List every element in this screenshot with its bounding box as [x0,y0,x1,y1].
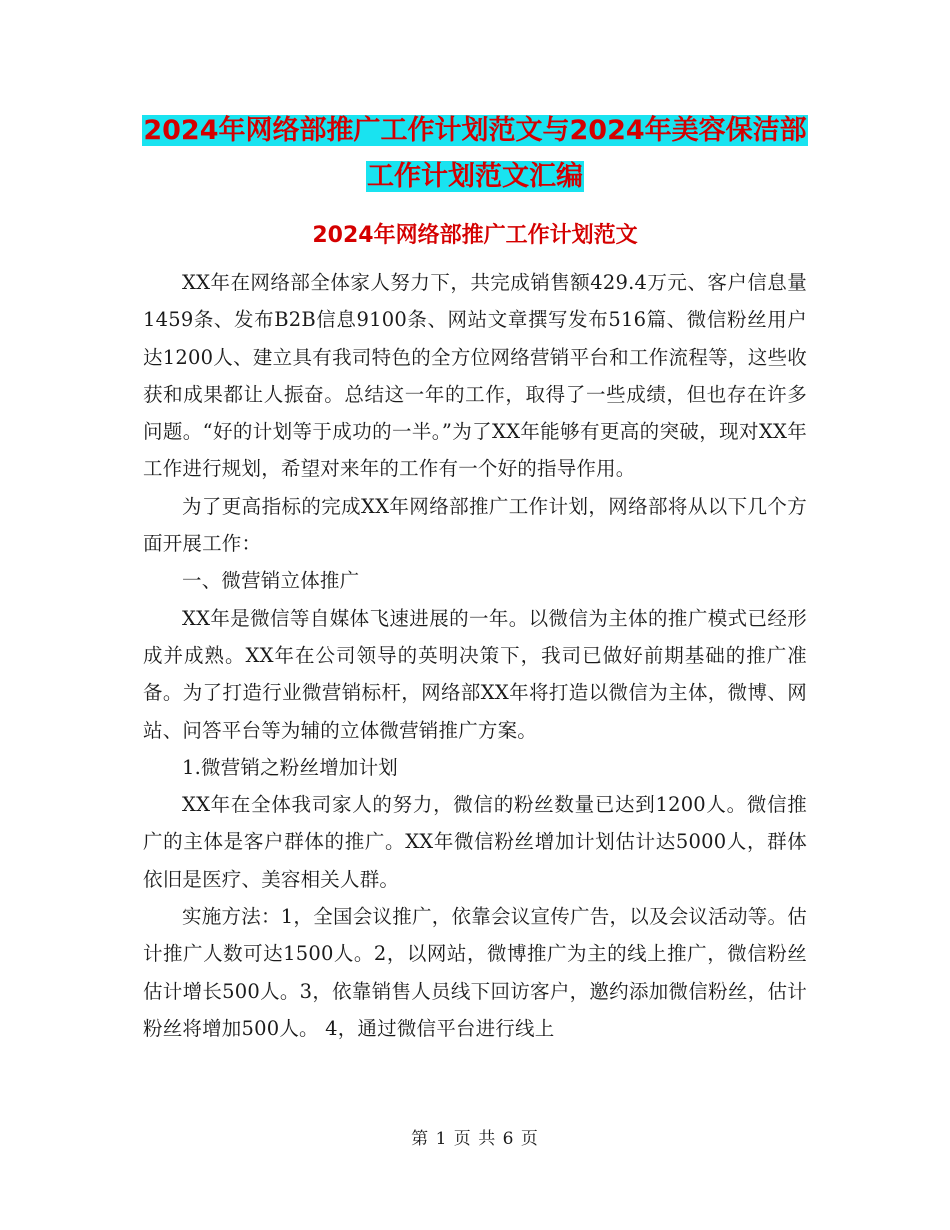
document-title-line2: 工作计划范文汇编 [367,161,583,192]
paragraph: XX年在全体我司家人的努力，微信的粉丝数量已达到1200人。微信推广的主体是客户群体的推广。XX年微信粉丝增加计划估计达5000人，群体依旧是医疗、美容相关人群。 [143,793,807,891]
document-body [143,264,807,1047]
page-footer: 第 1 页 共 6 页 [411,1129,539,1149]
subheading: 1.微营销之粉丝增加计划 [182,755,399,779]
document-title-line1: 2024年网络部推广工作计划范文与2024年美容保洁部 [143,115,807,146]
section-title: 2024年网络部推广工作计划范文 [312,223,638,248]
paragraph: 实施方法：1，全国会议推广，依靠会议宣传广告，以及会议活动等。估计推广人数可达1500人。2，以网站，微博推广为主的线上推广，微信粉丝估计增长500人。3，依靠销售人员线下回访客户，邀约添加微信粉丝，估计粉丝将增加500人。 4，通过微信平台进行线上 [143,905,807,1040]
paragraph: 为了更高指标的完成XX年网络部推广工作计划，网络部将从以下几个方面开展工作： [143,494,807,556]
document-title [140,108,810,200]
paragraph: XX年在网络部全体家人努力下，共完成销售额429.4万元、客户信息量1459条、发布B2B信息9100条、网站文章撰写发布516篇、微信粉丝用户达1200人、建立具有我司特色的全方位网络营销平台和工作流程等，这些收获和成果都让人振奋。总结这一年的工作，取得了一些成绩，但也存在许多问题。“好的计划等于成功的一半。”为了XX年能够有更高的突破，现对XX年工作进行规划，希望对来年的工作有一个好的指导作用。 [143,271,807,481]
paragraph: XX年是微信等自媒体飞速进展的一年。以微信为主体的推广模式已经形成并成熟。XX年在公司领导的英明决策下，我司已做好前期基础的推广准备。为了打造行业微营销标杆，网络部XX年将打造以微信为主体，微博、网站、问答平台等为辅的立体微营销推广方案。 [143,606,807,742]
subheading: 一、微营销立体推广 [182,569,360,593]
